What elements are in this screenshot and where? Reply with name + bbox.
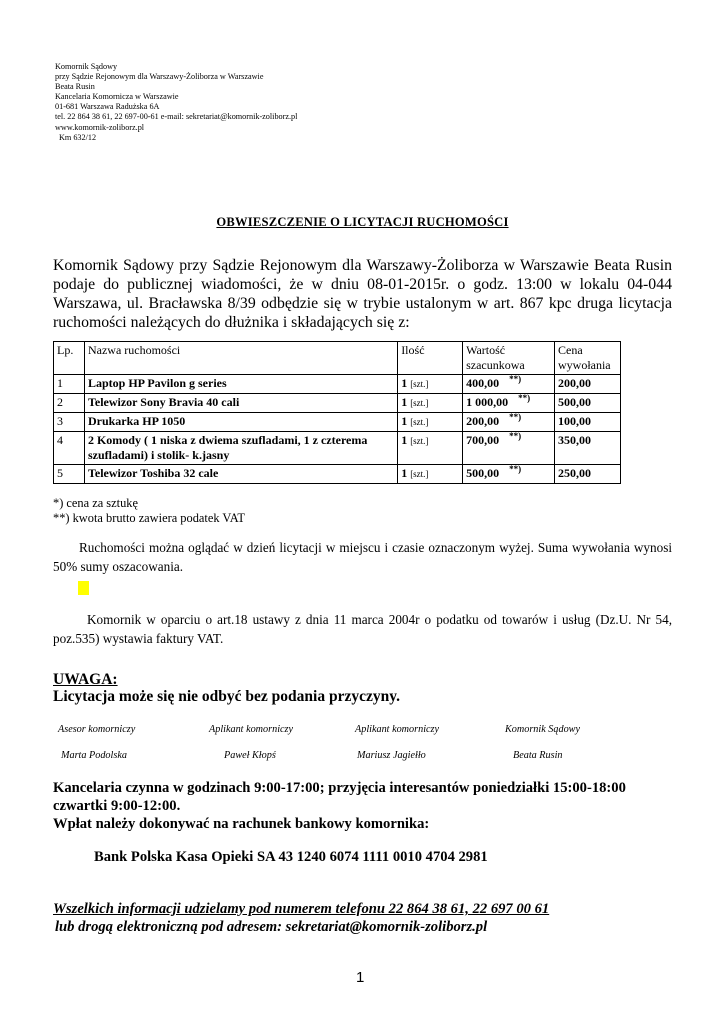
cell-qty bbox=[398, 465, 463, 484]
office-hours-line: Kancelaria czynna w godzinach 9:00-17:00; przyjęcia interesantów poniedziałki 15:00-18:00 bbox=[53, 780, 626, 796]
qty-value: 1 bbox=[401, 395, 408, 409]
cell-price: 100,00 bbox=[554, 413, 620, 432]
header-line: www.komornik-zoliborz.pl bbox=[55, 122, 145, 132]
warning-text: Licytacja może się nie odbyć bez podania przyczyny. bbox=[53, 688, 400, 705]
qty-value: 1 bbox=[401, 414, 408, 428]
table-row bbox=[54, 394, 621, 413]
qty-unit: [szt.] bbox=[410, 469, 429, 479]
header-value bbox=[463, 342, 555, 375]
cell-value bbox=[463, 465, 555, 484]
cell-qty bbox=[398, 394, 463, 413]
vat-marker: **) bbox=[509, 464, 522, 474]
cell-name: 2 Komody ( 1 niska z dwiema szufladami, 1 z czterema szufladami) i stolik- k.jasny bbox=[84, 432, 397, 465]
cell-name: Laptop HP Pavilon g series bbox=[84, 375, 397, 394]
signatory-name: Mariusz Jagiełło bbox=[357, 750, 426, 761]
cell-value bbox=[463, 375, 555, 394]
cell-price: 200,00 bbox=[554, 375, 620, 394]
table-row bbox=[54, 375, 621, 394]
cell-qty bbox=[398, 375, 463, 394]
header-price-line1: Cena bbox=[557, 343, 583, 357]
warning-heading: UWAGA: bbox=[53, 671, 118, 688]
header-qty: Ilość bbox=[398, 342, 463, 375]
table-row bbox=[54, 432, 621, 465]
cell-value bbox=[463, 394, 555, 413]
cell-lp: 1 bbox=[54, 375, 85, 394]
header-line: przy Sądzie Rejonowym dla Warszawy-Żoliborza w Warszawie bbox=[55, 72, 264, 82]
bank-account: Bank Polska Kasa Opieki SA 43 1240 6074 1111 0010 4704 2981 bbox=[94, 849, 488, 865]
qty-unit: [szt.] bbox=[410, 417, 429, 427]
intro-paragraph: Komornik Sądowy przy Sądzie Rejonowym dla Warszawy-Żoliborza w Warszawie Beata Rusin podaje do publicznej wiadomości, że w dniu 08-01-2015r. o godz. 13:00 w lokalu 04-044 Warszawa, ul. Bracławska 8/39 odbędzie się w trybie ustalonym w art. 867 kpc druga licytacja ruchomości należących do dłużnika i składających się z: bbox=[53, 257, 672, 331]
footnote-vat: **) kwota brutto zawiera podatek VAT bbox=[53, 511, 245, 526]
vat-marker: **) bbox=[509, 412, 522, 422]
qty-unit: [szt.] bbox=[410, 398, 429, 408]
cell-qty bbox=[398, 413, 463, 432]
cell-qty bbox=[398, 432, 463, 465]
cell-lp: 5 bbox=[54, 465, 85, 484]
header-line: 01-681 Warszawa Radużska 6A bbox=[55, 102, 160, 112]
footnotes bbox=[53, 496, 245, 527]
signatory-role: Aplikant komorniczy bbox=[209, 724, 294, 735]
header-price bbox=[554, 342, 620, 375]
header-line: tel. 22 864 38 61, 22 697-00-61 e-mail: sekretariat@komornik-zoliborz.pl bbox=[55, 112, 298, 122]
cell-price: 350,00 bbox=[554, 432, 620, 465]
office-hours bbox=[53, 779, 626, 833]
header-value-line1: Wartość bbox=[466, 343, 506, 357]
office-hours-line: czwartki 9:00-12:00. bbox=[53, 798, 181, 814]
header-line: Kancelaria Komornicza w Warszawie bbox=[55, 92, 179, 102]
cell-lp: 3 bbox=[54, 413, 85, 432]
document-title: OBWIESZCZENIE O LICYTACJI RUCHOMOŚCI bbox=[216, 215, 509, 229]
case-number: Km 632/12 bbox=[59, 132, 97, 142]
cell-price: 250,00 bbox=[554, 465, 620, 484]
qty-unit: [szt.] bbox=[410, 436, 429, 446]
cell-price: 500,00 bbox=[554, 394, 620, 413]
contact-phone: Wszelkich informacji udzielamy pod numerem telefonu 22 864 38 61, 22 697 00 61 bbox=[53, 901, 550, 917]
highlight-marker bbox=[78, 581, 89, 595]
table-header-row bbox=[54, 342, 621, 375]
header-line: Beata Rusin bbox=[55, 82, 95, 92]
signatory-role: Asesor komorniczy bbox=[58, 724, 136, 735]
header-name: Nazwa ruchomości bbox=[84, 342, 397, 375]
header-price-line2: wywołania bbox=[557, 358, 611, 372]
vat-marker: **) bbox=[509, 431, 522, 441]
signatory-name: Marta Podolska bbox=[61, 750, 127, 761]
signatory-name: Beata Rusin bbox=[513, 750, 563, 761]
value-amount: 700,00 bbox=[466, 433, 500, 447]
value-amount: 1 000,00 bbox=[466, 395, 509, 409]
header-value-line2: szacunkowa bbox=[466, 358, 525, 372]
contact-info bbox=[53, 900, 549, 936]
signatory-name: Paweł Kłopś bbox=[224, 750, 276, 761]
footnote-price: *) cena za sztukę bbox=[53, 496, 138, 510]
qty-value: 1 bbox=[401, 376, 408, 390]
cell-lp: 2 bbox=[54, 394, 85, 413]
vat-marker: **) bbox=[509, 374, 522, 384]
contact-email: lub drogą elektroniczną pod adresem: sekretariat@komornik-zoliborz.pl bbox=[55, 919, 488, 935]
vat-marker: **) bbox=[518, 393, 531, 403]
cell-name: Telewizor Toshiba 32 cale bbox=[84, 465, 397, 484]
qty-value: 1 bbox=[401, 466, 408, 480]
cell-name: Drukarka HP 1050 bbox=[84, 413, 397, 432]
header-line: Komornik Sądowy bbox=[55, 62, 118, 71]
bailiff-header bbox=[55, 62, 297, 143]
viewing-paragraph: Ruchomości można oglądać w dzień licytacji w miejscu i czasie oznaczonym wyżej. Suma wywołania wynosi 50% sumy oszacowania. bbox=[53, 540, 672, 574]
value-amount: 200,00 bbox=[466, 414, 500, 428]
items-table bbox=[53, 341, 621, 484]
qty-value: 1 bbox=[401, 433, 408, 447]
table-row bbox=[54, 465, 621, 484]
page-number: 1 bbox=[356, 969, 365, 986]
value-amount: 500,00 bbox=[466, 466, 500, 480]
warning-block bbox=[53, 671, 400, 705]
table-row bbox=[54, 413, 621, 432]
cell-value bbox=[463, 432, 555, 465]
cell-name: Telewizor Sony Bravia 40 cali bbox=[84, 394, 397, 413]
vat-invoice-paragraph: Komornik w oparciu o art.18 ustawy z dnia 11 marca 2004r o podatku od towarów i usług (Dz.U. Nr 54, poz.535) wystawia faktury VAT. bbox=[53, 612, 672, 646]
header-lp: Lp. bbox=[54, 342, 85, 375]
cell-lp: 4 bbox=[54, 432, 85, 465]
value-amount: 400,00 bbox=[466, 376, 500, 390]
cell-value bbox=[463, 413, 555, 432]
qty-unit: [szt.] bbox=[410, 379, 429, 389]
payment-info: Wpłat należy dokonywać na rachunek bankowy komornika: bbox=[53, 816, 430, 832]
signatory-role: Aplikant komorniczy bbox=[355, 724, 440, 735]
signatory-role: Komornik Sądowy bbox=[505, 724, 580, 735]
